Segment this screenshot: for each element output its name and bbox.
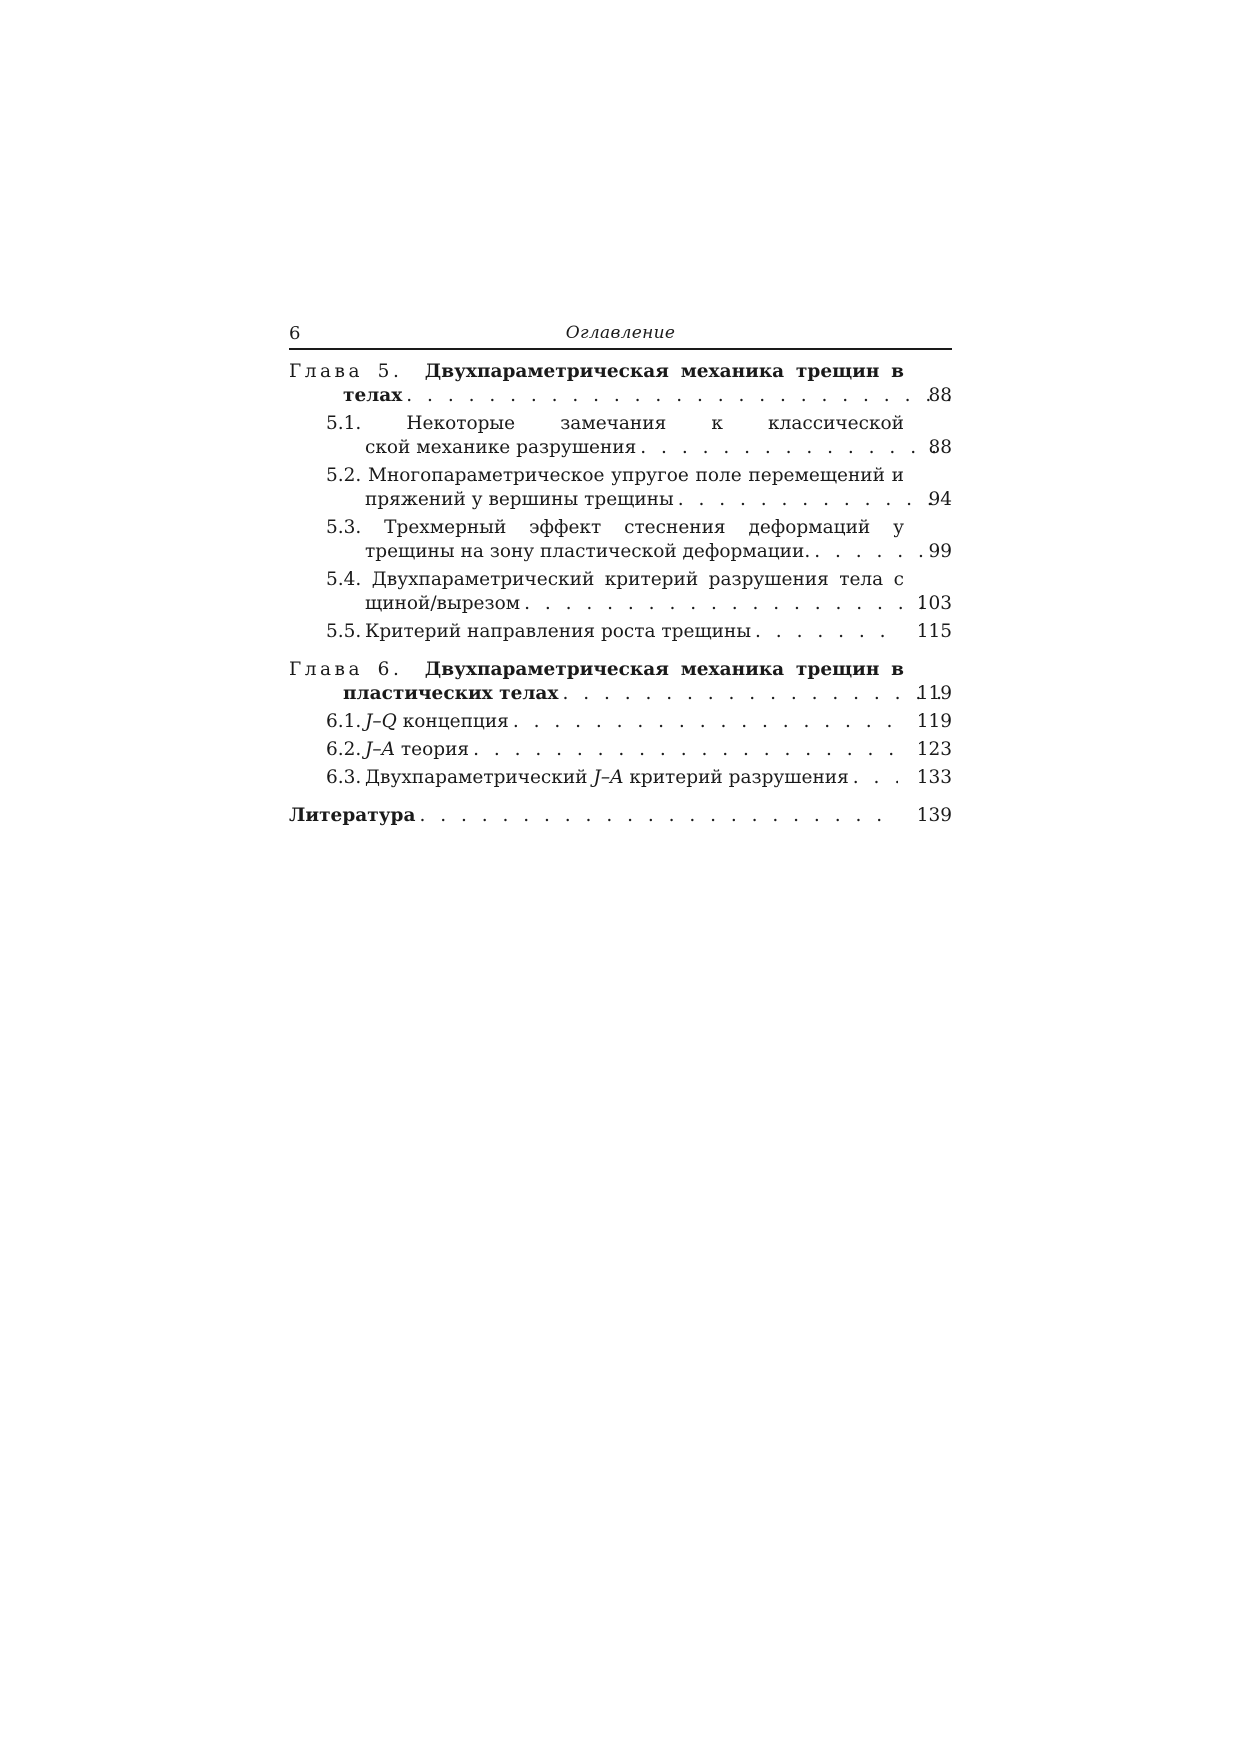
dot-leader [751, 620, 898, 644]
document-page [289, 318, 952, 828]
section-page: 94 [928, 489, 952, 510]
dot-leader [810, 540, 937, 564]
dot-leader [509, 710, 898, 734]
section-title: концепция [396, 711, 509, 732]
chapter-page: 119 [916, 683, 952, 704]
section-title-line1: Некоторые замечания к классической [406, 413, 904, 434]
running-title: Оглавление [565, 323, 676, 343]
literature-page: 139 [916, 805, 952, 826]
section-title-line1: Двухпараметрический критерий разрушения тела с [371, 569, 904, 590]
section-number: 5.5. [326, 621, 362, 642]
chapter-page: 88 [928, 385, 952, 406]
toc-chapter-6[interactable] [289, 658, 952, 706]
section-page: 133 [916, 767, 952, 788]
section-page: 103 [916, 593, 952, 614]
toc-section-5-3[interactable] [289, 516, 952, 564]
section-title-line2: пряжений у вершины трещины [365, 489, 674, 510]
section-page: 123 [916, 739, 952, 760]
section-page: 119 [916, 711, 952, 732]
toc-chapter-5[interactable] [289, 360, 952, 408]
section-title-line2: трещины на зону пластической деформации. [365, 541, 811, 562]
dot-leader [469, 738, 898, 762]
section-number: 6.1. [326, 711, 362, 732]
toc-section-6-2[interactable] [289, 738, 952, 762]
chapter-title-line1: Двухпараметрическая механика трещин в [424, 659, 904, 680]
toc-section-5-1[interactable] [289, 412, 952, 460]
section-number: 5.4. [326, 569, 362, 590]
page-number: 6 [289, 323, 301, 344]
chapter-title-line2: пластических телах [343, 683, 559, 704]
chapter-label: Глава 6. [289, 659, 403, 680]
section-page: 99 [928, 541, 952, 562]
dot-leader [674, 488, 937, 512]
toc-section-6-1[interactable] [289, 710, 952, 734]
dot-leader [402, 384, 952, 408]
section-title: критерий разрушения [623, 767, 849, 788]
section-title-line1: Многопараметрическое упругое поле перемещений и [368, 465, 904, 486]
chapter-title-line1: Двухпараметрическая механика трещин в [424, 361, 904, 382]
table-of-contents [289, 360, 952, 828]
section-number: 6.2. [326, 739, 362, 760]
toc-literature[interactable] [289, 804, 952, 828]
toc-section-5-5[interactable] [289, 620, 952, 644]
section-title-prefix: Двухпараметрический [365, 767, 594, 788]
toc-section-5-2[interactable] [289, 464, 952, 512]
section-title: Критерий направления роста трещины [365, 621, 752, 642]
section-title: теория [395, 739, 470, 760]
section-title-line1: Трехмерный эффект стеснения деформаций у [384, 517, 904, 538]
running-head [289, 318, 952, 350]
dot-leader [415, 804, 898, 828]
section-number: 5.1. [326, 413, 362, 434]
section-number: 5.3. [326, 517, 362, 538]
section-title-line2: щиной/вырезом [365, 593, 521, 614]
chapter-title-line2: телах [343, 385, 403, 406]
section-number: 6.3. [326, 767, 362, 788]
dot-leader [636, 436, 937, 460]
section-number: 5.2. [326, 465, 362, 486]
dot-leader [520, 592, 937, 616]
dot-leader [849, 766, 898, 790]
formula: J–A [593, 767, 624, 788]
literature-title: Литература [289, 805, 416, 826]
toc-section-5-4[interactable] [289, 568, 952, 616]
section-page: 88 [928, 437, 952, 458]
formula: J–A [365, 739, 396, 760]
chapter-label: Глава 5. [289, 361, 403, 382]
formula: J–Q [365, 711, 397, 732]
section-page: 115 [916, 621, 952, 642]
toc-section-6-3[interactable] [289, 766, 952, 790]
section-title-line2: ской механике разрушения [365, 437, 637, 458]
dot-leader [558, 682, 952, 706]
